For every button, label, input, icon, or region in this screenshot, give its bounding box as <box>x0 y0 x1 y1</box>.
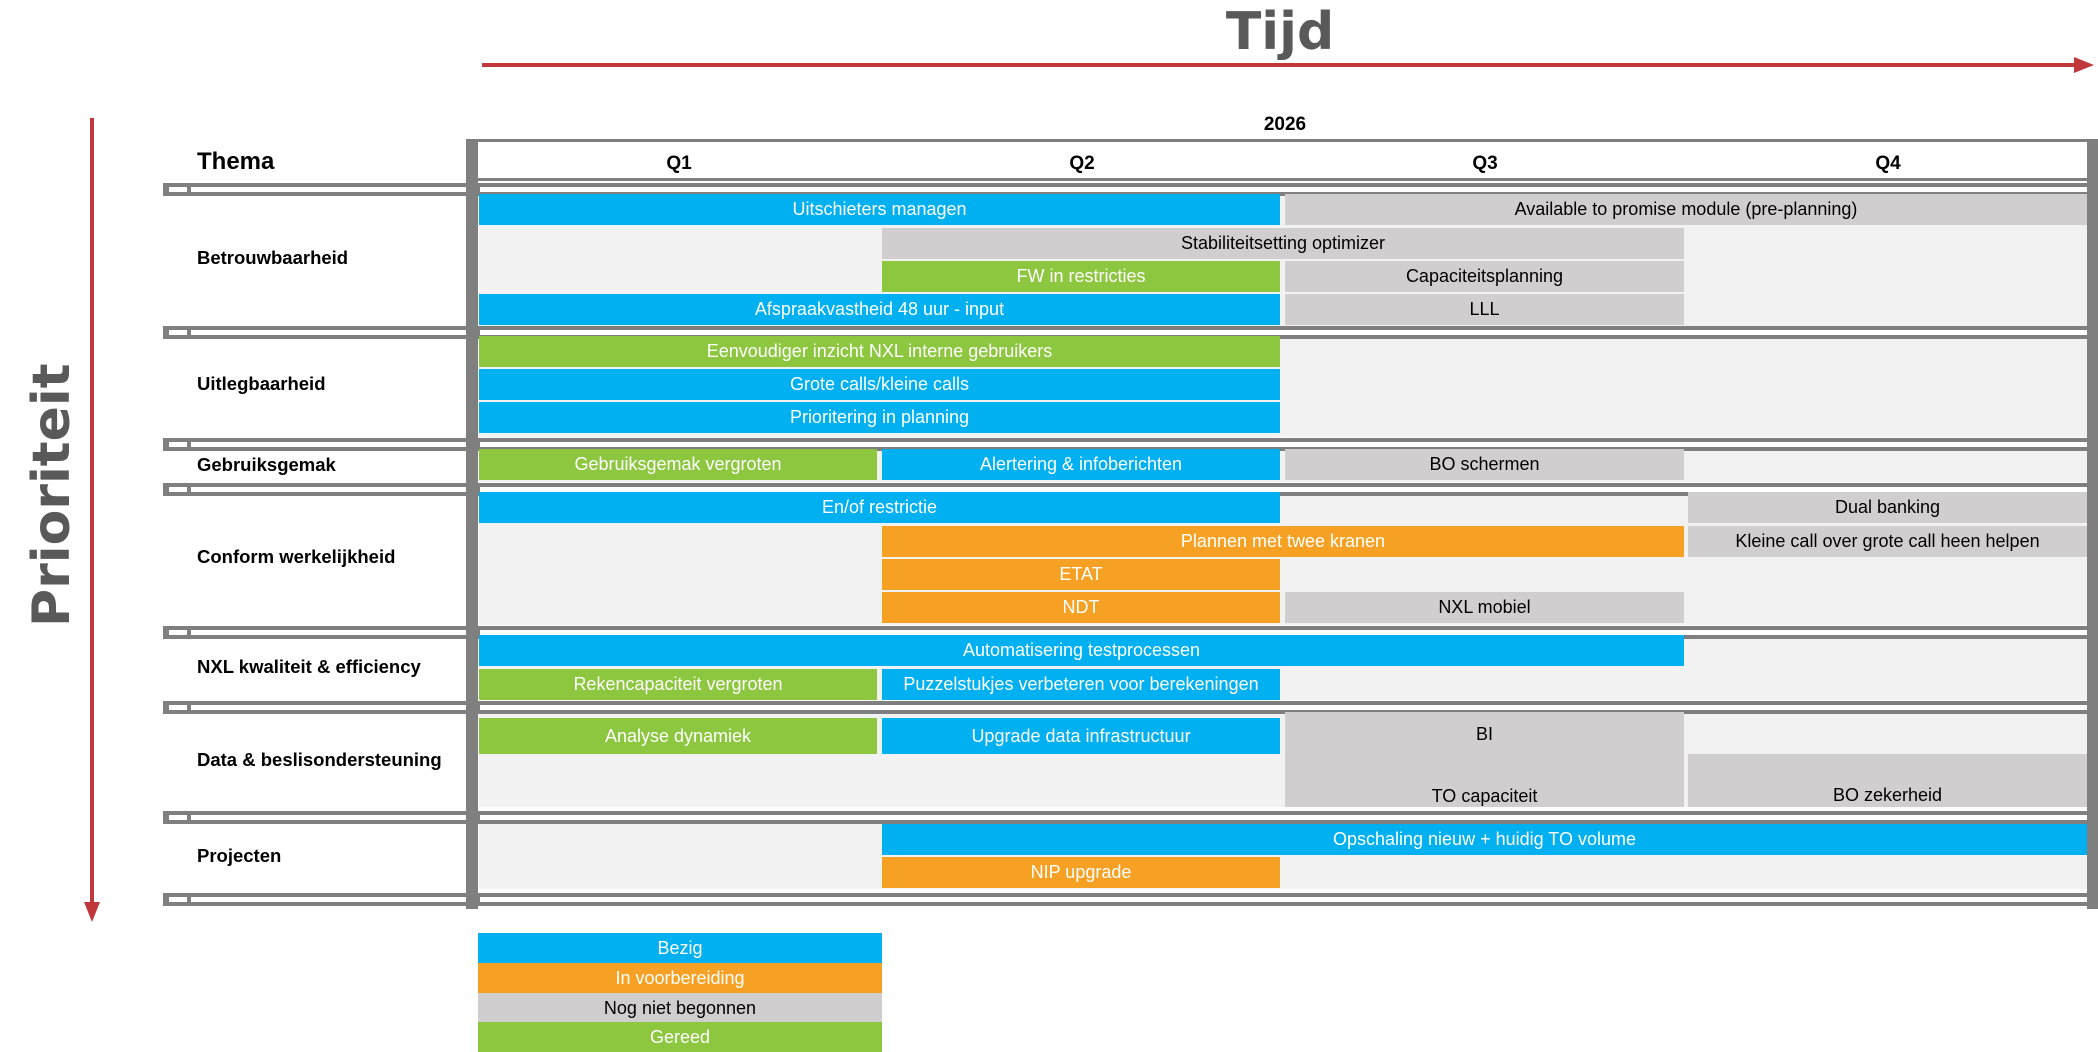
priority-arrow <box>80 118 104 922</box>
legend-nog-niet-begonnen: Nog niet begonnen <box>478 993 882 1023</box>
x-axis-title: Tijd <box>1225 2 1335 62</box>
bar-opschaling-to-volume: Opschaling nieuw + huidig TO volume <box>882 824 2087 855</box>
bar-lll: LLL <box>1285 294 1684 325</box>
bar-nxl-mobiel: NXL mobiel <box>1285 592 1684 623</box>
thema-header: Thema <box>197 148 275 175</box>
bar-rekencapaciteit-vergroten: Rekencapaciteit vergroten <box>479 669 877 700</box>
bar-ndt: NDT <box>882 592 1280 623</box>
quarter-q4-header: Q4 <box>1875 153 1901 174</box>
theme-label-projecten: Projecten <box>197 845 282 866</box>
row-separator <box>163 891 2098 909</box>
time-arrow <box>482 54 2094 76</box>
quarter-q1-header: Q1 <box>666 153 692 174</box>
bar-bo-zekerheid: BO zekerheid <box>1688 754 2087 807</box>
bar-fw-in-restricties: FW in restricties <box>882 261 1280 292</box>
bar-plannen-met-twee-kranen: Plannen met twee kranen <box>882 526 1684 557</box>
quarter-q2-header: Q2 <box>1069 153 1095 174</box>
column-divider <box>466 139 478 909</box>
bar-etat: ETAT <box>882 559 1280 590</box>
y-axis-title: Prioriteit <box>22 363 82 627</box>
header-line <box>466 139 2098 142</box>
row-separator <box>163 699 2098 717</box>
bar-bi: BI <box>1285 712 1684 807</box>
bar-uitschieters-managen: Uitschieters managen <box>479 194 1280 225</box>
header-line <box>466 178 2098 181</box>
year-label: 2026 <box>1263 114 1307 135</box>
legend-gereed: Gereed <box>478 1022 882 1052</box>
theme-label-data-beslisondersteuning: Data & beslisondersteuning <box>197 749 442 770</box>
bar-bo-schermen: BO schermen <box>1285 449 1684 480</box>
bar-capaciteitsplanning: Capaciteitsplanning <box>1285 261 1684 292</box>
bar-automatisering-testprocessen: Automatisering testprocessen <box>479 635 1684 666</box>
column-divider <box>2087 139 2098 909</box>
bar-available-to-promise: Available to promise module (pre-planning) <box>1285 194 2087 225</box>
bar-gebruiksgemak-vergroten: Gebruiksgemak vergroten <box>479 449 877 480</box>
theme-label-betrouwbaarheid: Betrouwbaarheid <box>197 247 349 268</box>
bar-dual-banking: Dual banking <box>1688 492 2087 523</box>
bar-eenvoudiger-inzicht: Eenvoudiger inzicht NXL interne gebruikers <box>479 336 1280 367</box>
theme-label-gebruiksgemak: Gebruiksgemak <box>197 454 336 475</box>
bar-en-of-restrictie: En/of restrictie <box>479 492 1280 523</box>
quarter-q3-header: Q3 <box>1472 153 1498 174</box>
theme-label-nxl-kwaliteit: NXL kwaliteit & efficiency <box>197 656 421 677</box>
bar-prioritering-in-planning: Prioritering in planning <box>479 402 1280 433</box>
bar-afspraakvastheid: Afspraakvastheid 48 uur - input <box>479 294 1280 325</box>
theme-label-uitlegbaarheid: Uitlegbaarheid <box>197 373 326 394</box>
legend-in-voorbereiding: In voorbereiding <box>478 963 882 993</box>
legend-bezig: Bezig <box>478 933 882 963</box>
bar-nip-upgrade: NIP upgrade <box>882 857 1280 888</box>
bar-stabiliteitsetting-optimizer: Stabiliteitsetting optimizer <box>882 228 1684 259</box>
bar-grote-kleine-calls: Grote calls/kleine calls <box>479 369 1280 400</box>
bar-alertering-infoberichten: Alertering & infoberichten <box>882 449 1280 480</box>
bar-to-capaciteit: TO capaciteit <box>1431 786 1538 806</box>
bar-upgrade-data-infrastructuur: Upgrade data infrastructuur <box>882 718 1280 754</box>
theme-label-conform-werkelijkheid: Conform werkelijkheid <box>197 546 396 567</box>
bar-kleine-call-over-grote-call: Kleine call over grote call heen helpen <box>1688 526 2087 557</box>
bar-puzzelstukjes: Puzzelstukjes verbeteren voor berekeningen <box>882 669 1280 700</box>
bar-analyse-dynamiek: Analyse dynamiek <box>479 718 877 754</box>
